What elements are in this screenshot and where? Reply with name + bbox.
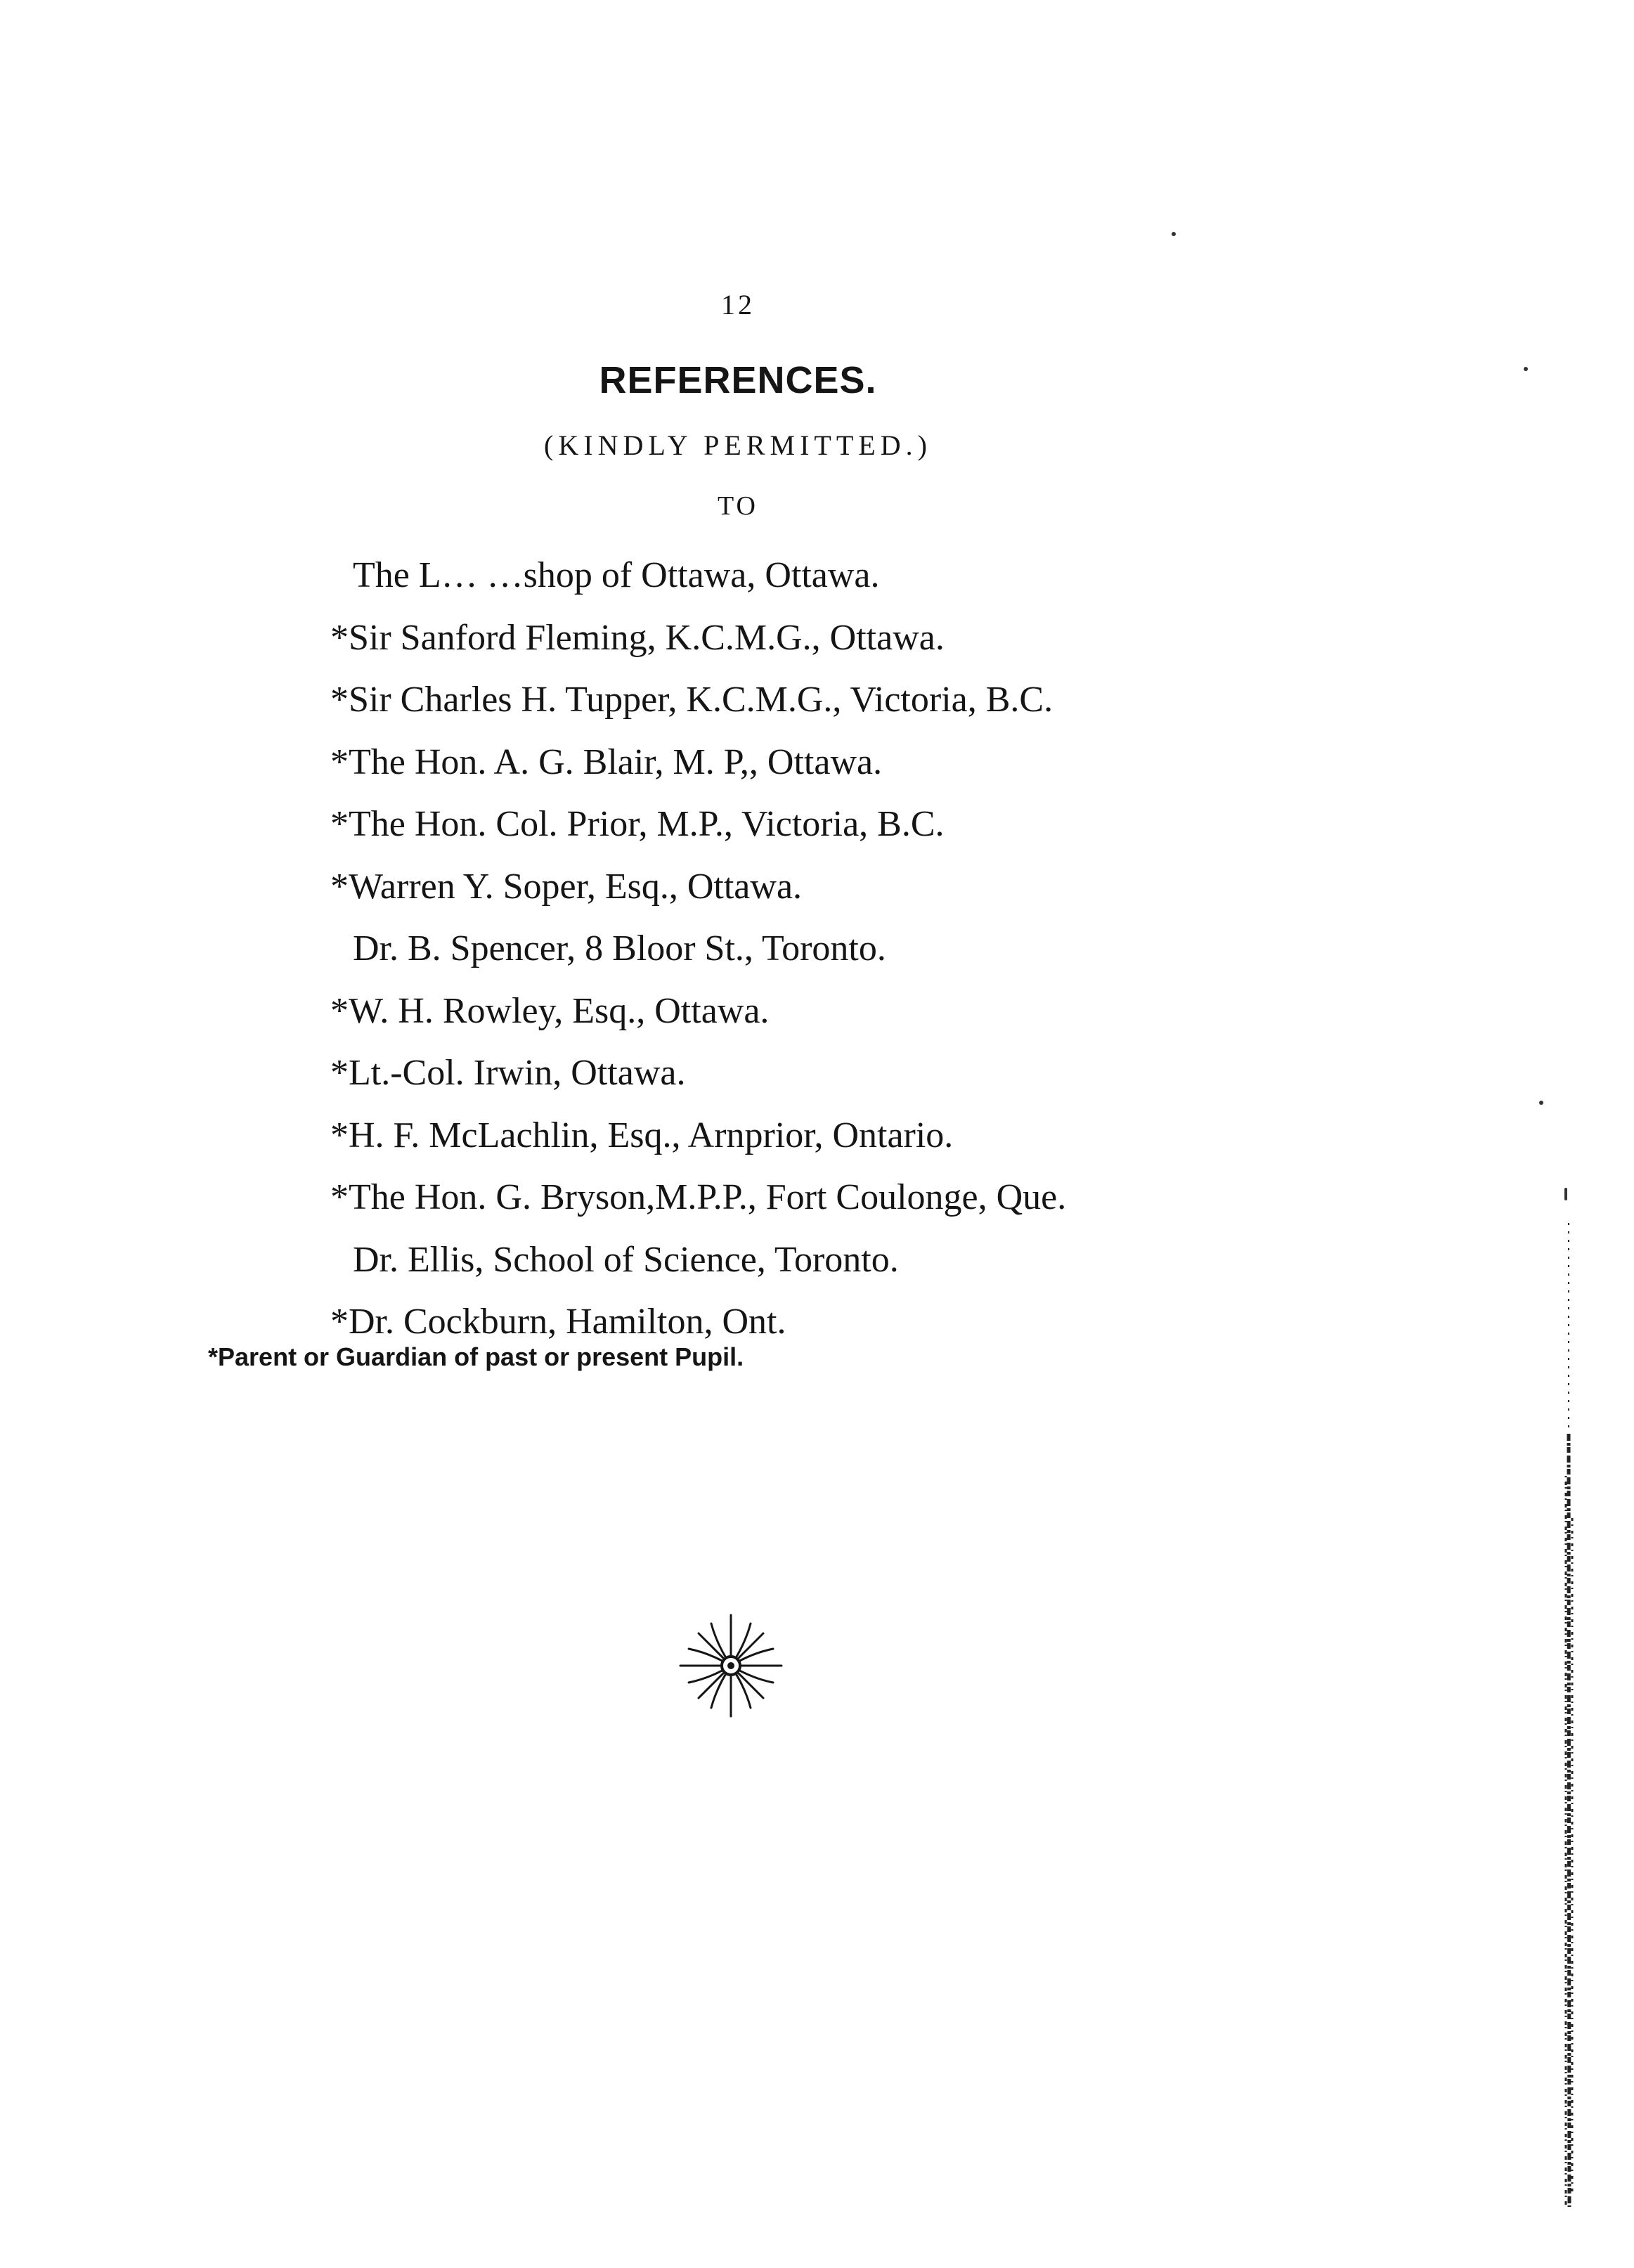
footnote: *Parent or Guardian of past or present Pupil. xyxy=(208,1342,744,1371)
scan-speck xyxy=(1564,1188,1567,1200)
reference-item: *Sir Sanford Fleming, K.C.M.G., Ottawa. xyxy=(330,617,945,658)
reference-item: *Dr. Cockburn, Hamilton, Ont. xyxy=(330,1302,786,1342)
to-heading: TO xyxy=(718,491,758,521)
reference-item: Dr. Ellis, School of Science, Toronto. xyxy=(353,1239,899,1280)
reference-item: *Sir Charles H. Tupper, K.C.M.G., Victoria, B.C. xyxy=(330,680,1053,720)
reference-item: *Lt.-Col. Irwin, Ottawa. xyxy=(330,1053,686,1093)
page-number: 12 xyxy=(721,289,755,320)
scan-speck xyxy=(1172,232,1176,236)
reference-item: *H. F. McLachlin, Esq., Arnprior, Ontario. xyxy=(330,1115,954,1155)
sunburst-ornament-icon xyxy=(675,1609,787,1722)
page-subtitle: (KINDLY PERMITTED.) xyxy=(544,429,932,461)
reference-item: Dr. B. Spencer, 8 Bloor St., Toronto. xyxy=(353,928,886,968)
scan-speck xyxy=(1524,367,1528,371)
reference-item: *W. H. Rowley, Esq., Ottawa. xyxy=(330,990,770,1031)
scan-edge-strip xyxy=(1555,1223,1583,2207)
scan-speck xyxy=(1539,1101,1543,1105)
page-title: REFERENCES. xyxy=(599,359,877,401)
reference-item: The L… …shop of Ottawa, Ottawa. xyxy=(353,555,880,595)
reference-item: *Warren Y. Soper, Esq., Ottawa. xyxy=(330,866,803,907)
reference-item: *The Hon. Col. Prior, M.P., Victoria, B.C. xyxy=(330,804,945,844)
reference-item: *The Hon. A. G. Blair, M. P,, Ottawa. xyxy=(330,741,883,782)
references-list xyxy=(330,545,1066,1354)
reference-item: *The Hon. G. Bryson,M.P.P., Fort Coulonge, Que. xyxy=(330,1177,1067,1217)
